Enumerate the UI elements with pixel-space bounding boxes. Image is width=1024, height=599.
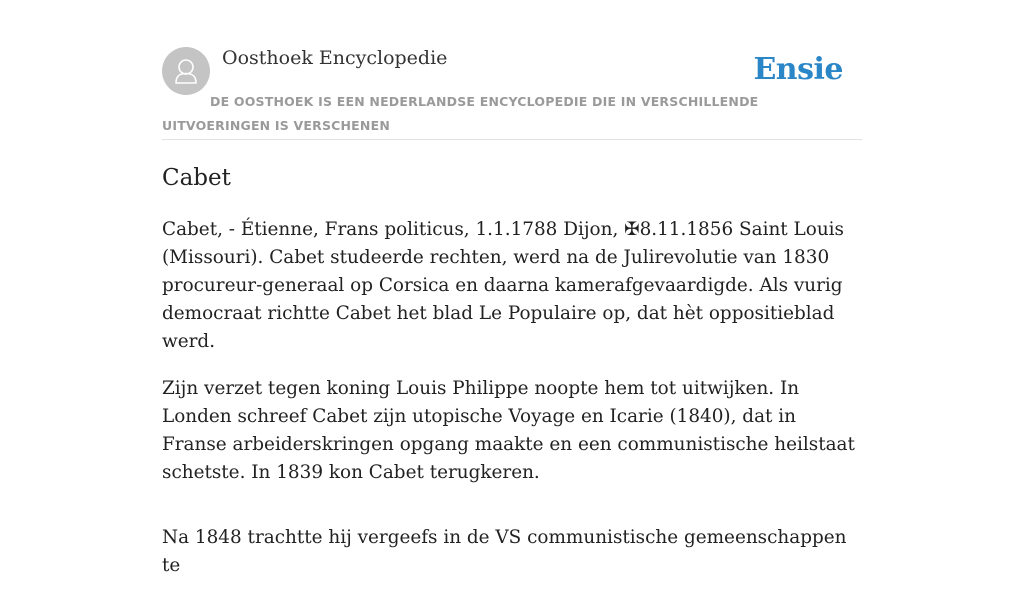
article-body (162, 216, 865, 599)
source-name[interactable]: Oosthoek Encyclopedie (222, 47, 448, 69)
article-paragraph: Zijn verzet tegen koning Louis Philippe noopte hem tot uitwijken. In Londen schreef Cabet zijn utopische Voyage en Icarie (1840), dat in Franse arbeiderskringen opgang maakte en een communistische heilstaat schetste. In 1839 kon Cabet terugkeren. (162, 378, 855, 483)
article-title: Cabet (162, 165, 231, 191)
brand-logo[interactable]: Ensie (753, 52, 843, 87)
source-tagline: DE OOSTHOEK IS EEN NEDERLANDSE ENCYCLOPEDIE DIE IN VERSCHILLENDE UITVOERINGEN IS VERSCHENEN (162, 94, 759, 133)
header-divider (162, 139, 862, 140)
source-avatar[interactable] (162, 47, 210, 95)
user-icon (162, 47, 210, 95)
article-paragraph: Cabet, - Étienne, Frans politicus, 1.1.1788 Dijon, ✠8.11.1856 Saint Louis (Missouri). Cabet studeerde rechten, werd na de Julirevolutie van 1830 procureur-generaal op Corsica en daarna kamerafgevaardigde. Als vurig democraat richtte Cabet het blad Le Populaire op, dat hèt oppositieblad werd. (162, 219, 844, 352)
article-paragraph: Na 1848 trachtte hij vergeefs in de VS communistische gemeenschappen te (162, 527, 847, 576)
